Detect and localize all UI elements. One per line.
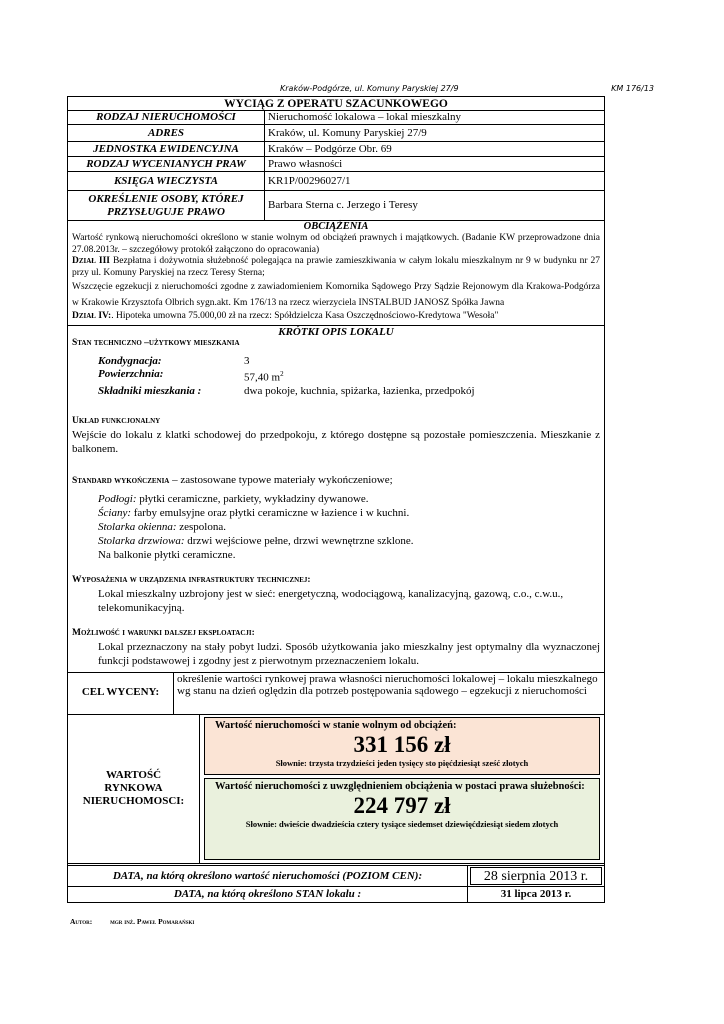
address-value: Kraków, ul. Komuny Paryskiej 27/9 (268, 127, 427, 139)
standard-item-floors-text: płytki ceramiczne, parkiety, wykładziny dywanowe. (136, 492, 369, 505)
property-type-label: RODZAJ NIERUCHOMOŚCI (68, 111, 265, 124)
owner-label (68, 191, 265, 220)
encumbrance-dzial-iii (72, 256, 600, 279)
market-value-label-line1: WARTOŚĆ (105, 769, 162, 782)
valuation-extract (67, 96, 605, 903)
param-floor-label: Kondygnacja: (98, 355, 162, 368)
equipment-heading: Wyposażenia w urządzenia infrastruktury technicznej: (72, 574, 311, 585)
state-date-row (68, 887, 604, 902)
value-free-label: Wartość nieruchomości w stanie wolnym od obciążeń: (215, 719, 457, 731)
value-encumbered-box (204, 778, 600, 860)
dzial-iii-text: Bezpłatna i dożywotnia służebność polegająca na prawie zamieszkiwania w całym lokalu mieszkalnym nr 9 w budynku nr 27 przy ul. Komuny Paryskiej na rzecz Teresy Sterna; (72, 256, 600, 278)
standard-item-balcony-text: Na balkonie płytki ceramiczne. (98, 548, 236, 561)
state-date-value: 31 lipca 2013 r. (500, 887, 572, 900)
market-value-label-line2: RYNKOWA (104, 782, 163, 795)
possibility-text: Lokal przeznaczony na stały pobyt ludzi. Sposób użytkowania jako mieszkalny jest optymalny dla wyznaczonej funkcji podstawowej i zgodny jest z pierwotnym przeznaczeniem lokalu. (98, 640, 600, 667)
encumbrance-dzial-iv (72, 311, 600, 323)
technical-heading: Stan techniczno –użytkowy mieszkania (72, 337, 240, 348)
row-address (68, 125, 604, 142)
apartment-params (98, 355, 600, 398)
layout-text: Wejście do lokalu z klatki schodowej do przedpokoju, z którego dostępne są pozostałe pomieszczenia. Mieszkanie z balkonem. (72, 428, 600, 455)
owner-value: Barbara Sterna c. Jerzego i Teresy (268, 198, 418, 211)
price-date-label: DATA, na którą określono wartość nieruchomości (POZIOM CEN): (68, 866, 468, 886)
header-reference: KM 176/13 (611, 84, 654, 93)
price-date-value: 28 sierpnia 2013 r. (470, 867, 602, 885)
description-title: KRÓTKI OPIS LOKALU (278, 325, 394, 338)
standard-item-windows-label: Stolarka okienna: (98, 520, 177, 533)
standard-heading: Standard wykończenia (72, 475, 170, 486)
row-owner (68, 191, 604, 221)
market-value-label-line3: NIERUCHOMOSCI: (82, 795, 185, 808)
page-footer (70, 917, 194, 926)
standard-item-walls (98, 506, 600, 520)
standard-intro: – zastosowane typowe materiały wykończeniowe; (169, 473, 393, 486)
param-area-number: 57,40 m (244, 372, 281, 385)
value-encumbered-label: Wartość nieruchomości z uwzględnieniem obciążenia w postaci prawa służebności: (215, 780, 585, 792)
property-type-value: Nieruchomość lokalowa – lokal mieszkalny (268, 111, 462, 123)
dzial-iv-label: Dział IV: (72, 311, 112, 321)
row-land-register (68, 172, 604, 191)
standard-item-doors-label: Stolarka drzwiowa: (98, 534, 185, 547)
row-registry-unit (68, 142, 604, 157)
value-encumbered-words: Słownie: dwieście dwadzieścia cztery tysiące siedemset dziewięćdziesiąt siedem złotych (245, 818, 559, 829)
standard-item-windows (98, 520, 600, 534)
market-value-section (68, 715, 604, 866)
value-encumbered-amount: 224 797 zł (353, 792, 451, 818)
param-floor (98, 355, 600, 368)
market-value-label (68, 715, 200, 863)
equipment-text: Lokal mieszkalny uzbrojony jest w sieć: energetyczną, wodociągową, kanalizacyjną, gazową, c.o., c.w.u., telekomunikacyjną. (98, 587, 564, 614)
layout-heading: Układ funkcjonalny (72, 416, 161, 427)
standard-items (98, 492, 600, 562)
param-area-unit-exponent: 2 (280, 370, 284, 379)
purpose-text: określenie wartości rynkowej prawa własności nieruchomości lokalowej – lokalu mieszkalnego wg stanu na dzień oględzin dla potrzeb postępowania sądowego – egzekucji z nieruchomości (177, 672, 598, 697)
description-section (68, 326, 604, 673)
dzial-iv-text: . Hipoteka umowna 75.000,00 zł na rzecz: Spółdzielcza Kasa Oszczędnościowo-Kredytowa "Wesoła" (111, 311, 499, 321)
value-free-words: Słownie: trzysta trzydzieści jeden tysięcy sto pięćdziesiąt sześć złotych (275, 757, 529, 768)
param-area-label: Powierzchnia: (98, 368, 164, 381)
param-rooms-label: Składniki mieszkania : (98, 385, 202, 398)
land-register-label: KSIĘGA WIECZYSTA (68, 172, 265, 190)
standard-item-balcony (98, 548, 600, 562)
standard-item-walls-text: farby emulsyjne oraz płytki ceramiczne w łazience i w kuchni. (130, 506, 410, 519)
standard-heading-line (72, 473, 600, 488)
encumbrances-section (68, 221, 604, 326)
param-rooms (98, 385, 600, 398)
registry-unit-label: JEDNOSTKA EWIDENCYJNA (68, 142, 265, 156)
value-boxes (200, 715, 604, 863)
standard-item-walls-label: Ściany: (98, 506, 131, 519)
purpose-row (68, 673, 604, 715)
value-free-amount: 331 156 zł (353, 731, 451, 757)
encumbrances-intro: Wartość rynkową nieruchomości określono w stanie wolnym od obciążeń prawnych i majątkowych. (Badanie KW przeprowadzone dnia 27.08.2013r. – szczegółowy protokół załączono do opracowania) (72, 233, 600, 255)
param-floor-value: 3 (244, 355, 250, 368)
author-label: Autor: (70, 917, 93, 926)
standard-item-windows-text: zespolona. (176, 520, 226, 533)
author-name: mgr inż. Paweł Pomarański (110, 917, 195, 926)
rights-type-value: Prawo własności (268, 158, 343, 170)
purpose-label: CEL WYCENY: (68, 673, 174, 714)
owner-label-line2: PRZYSŁUGUJE PRAWO (107, 206, 225, 218)
row-rights-type (68, 157, 604, 172)
document-title: WYCIĄG Z OPERATU SZACUNKOWEGO (68, 97, 604, 111)
standard-item-doors (98, 534, 600, 548)
row-property-type (68, 111, 604, 125)
standard-item-doors-text: drzwi wejściowe pełne, drzwi wewnętrzne szklone. (184, 534, 414, 547)
registry-unit-value: Kraków – Podgórze Obr. 69 (268, 143, 392, 155)
standard-item-floors-label: Podłogi: (98, 492, 137, 505)
address-label: ADRES (68, 125, 265, 141)
page-header (60, 84, 660, 96)
encumbrance-execution: Wszczęcie egzekucji z nieruchomości zgodne z zawiadomieniem Komornika Sądowego Przy Sądzie Rejonowym dla Krakowa-Podgórza w Krakowie Krzysztofa Olbrich sygn.akt. Km 176/13 na rzecz wierzyciela INSTALBUD JANOSZ Spółka Jawna (72, 282, 600, 308)
param-area-value (244, 368, 284, 385)
rights-type-label: RODZAJ WYCENIANYCH PRAW (68, 157, 265, 171)
header-address: Kraków-Podgórze, ul. Komuny Paryskiej 27/9 (280, 84, 459, 93)
owner-label-line1: OKREŚLENIE OSOBY, KTÓREJ (88, 193, 244, 205)
dzial-iii-label: Dział III (72, 256, 110, 266)
price-date-row (68, 866, 604, 887)
state-date-label: DATA, na którą określono STAN lokalu : (68, 887, 468, 902)
land-register-value: KR1P/00296027/1 (268, 175, 351, 187)
standard-item-floors (98, 492, 600, 506)
value-free-box (204, 717, 600, 775)
param-area (98, 368, 600, 385)
param-rooms-value: dwa pokoje, kuchnia, spiżarka, łazienka, przedpokój (244, 385, 475, 398)
possibility-heading: Możliwość i warunki dalszej eksploatacji: (72, 627, 255, 638)
encumbrances-title: OBCIĄŻENIA (303, 221, 369, 232)
